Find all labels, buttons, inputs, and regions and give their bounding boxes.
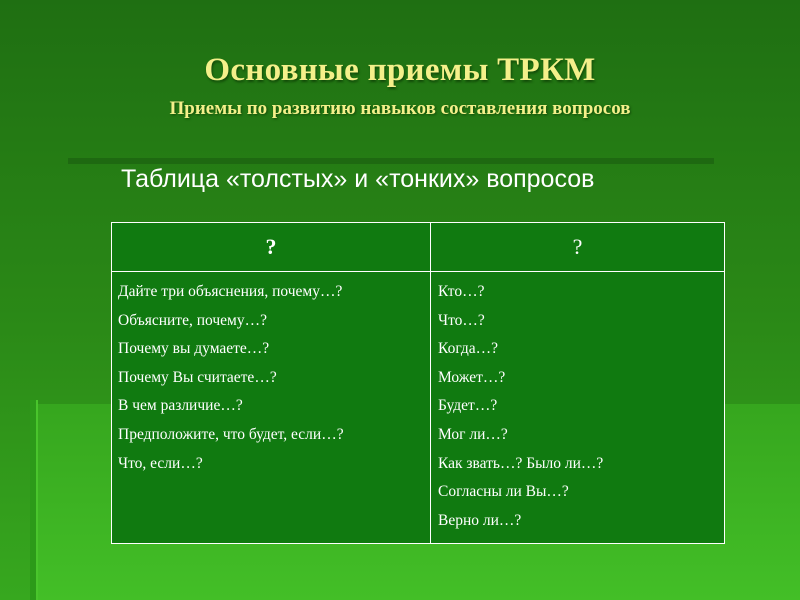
- list-item: Объясните, почему…?: [118, 311, 267, 329]
- slide-title: Основные приемы ТРКМ: [204, 52, 596, 88]
- list-item: Верно ли…?: [438, 511, 522, 529]
- table-row: [112, 272, 725, 544]
- table-header-row: [112, 223, 725, 272]
- list-item: Почему вы думаете…?: [118, 340, 270, 358]
- list-item: Дайте три объяснения, почему…?: [118, 283, 343, 300]
- list-item: В чем различие…?: [118, 397, 243, 415]
- list-item: Мог ли…?: [438, 425, 508, 443]
- list-item: Может…?: [438, 368, 506, 386]
- list-item: Будет…?: [438, 397, 498, 415]
- list-item: Что…?: [438, 311, 485, 329]
- list-item: Предположите, что будет, если…?: [118, 425, 344, 443]
- list-item: Почему Вы считаете…?: [118, 368, 277, 386]
- list-item: Когда…?: [438, 340, 499, 358]
- decorative-bar-top: [68, 158, 714, 164]
- list-item: Что, если…?: [118, 454, 203, 472]
- questions-table: [111, 222, 725, 544]
- decorative-bar-left: [30, 400, 36, 600]
- list-item: Кто…?: [438, 283, 485, 300]
- slide-subtitle: Приемы по развитию навыков составления вопросов: [169, 98, 631, 119]
- thin-questions-cell: [431, 272, 725, 544]
- list-item: Как звать…? Было ли…?: [438, 454, 604, 472]
- list-item: Согласны ли Вы…?: [438, 483, 569, 501]
- header-thin-questions: ?: [431, 223, 725, 272]
- thick-questions-cell: [112, 272, 431, 544]
- header-thick-questions: ?: [112, 223, 431, 272]
- table-caption: Таблица «толстых» и «тонких» вопросов: [121, 165, 595, 193]
